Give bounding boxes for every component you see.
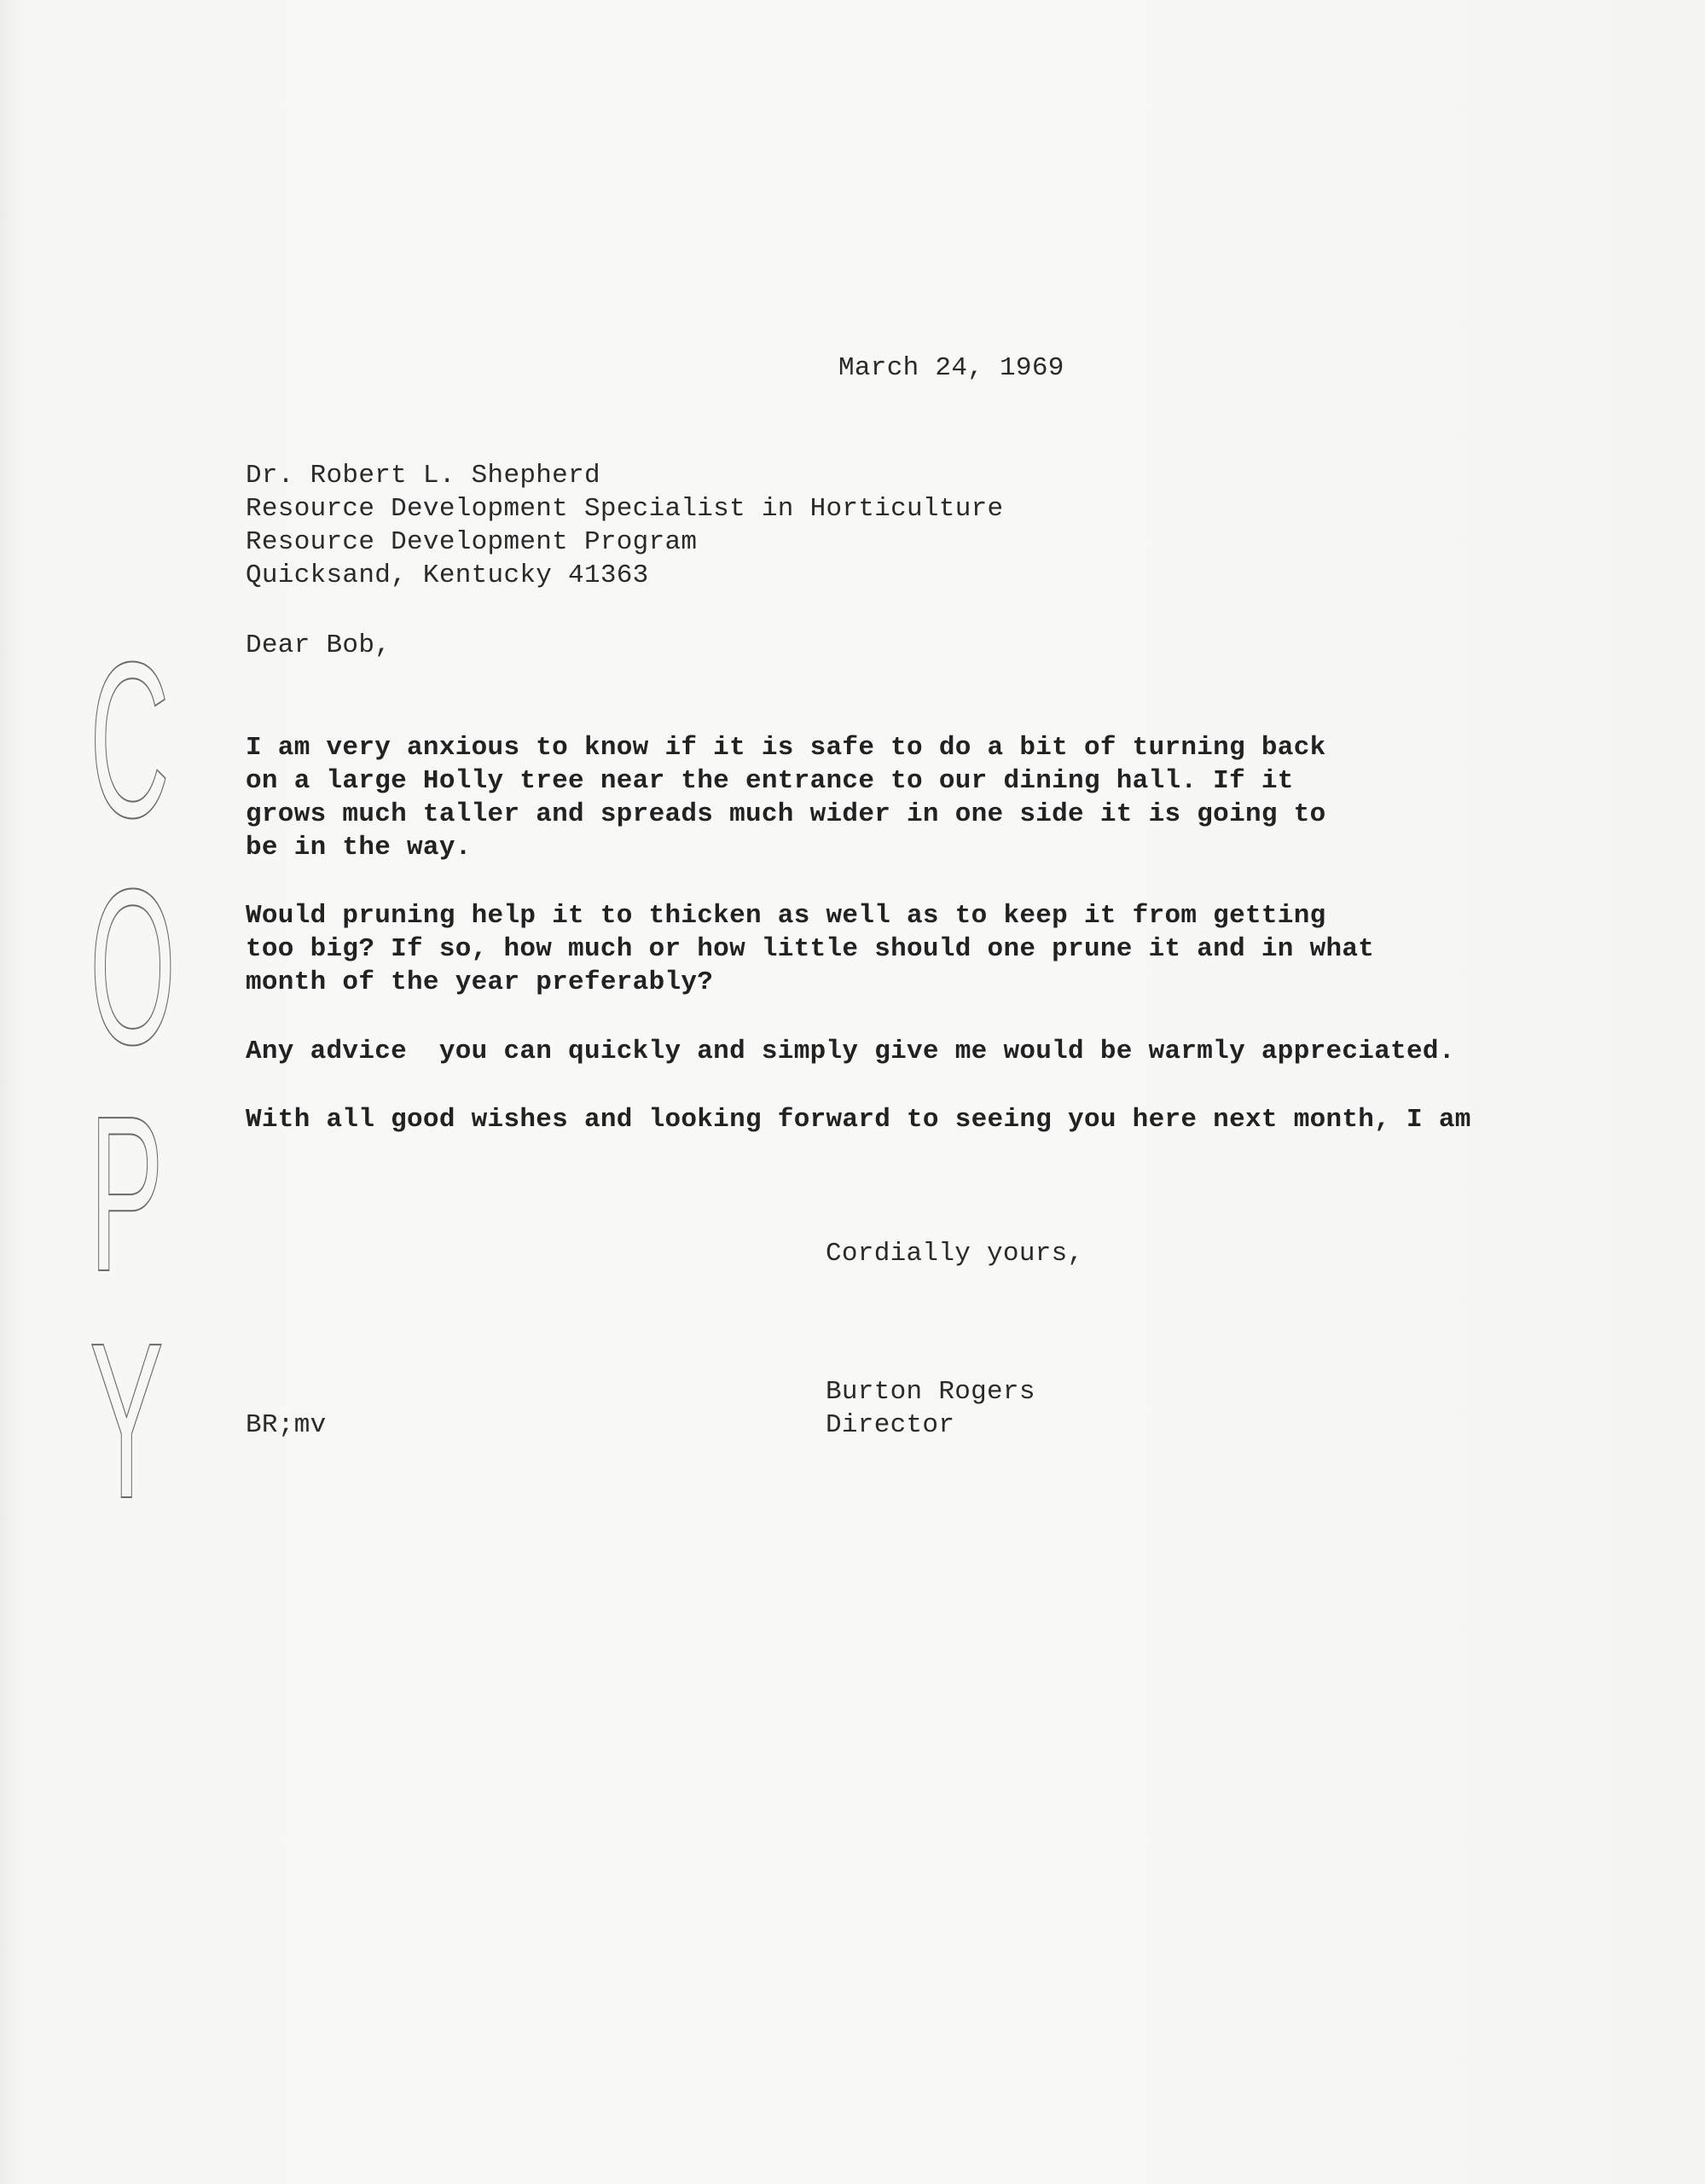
recipient-title: Resource Development Specialist in Horticulture bbox=[246, 494, 1004, 524]
salutation: Dear Bob, bbox=[246, 630, 391, 660]
copy-stamp bbox=[90, 617, 177, 1545]
copy-stamp-letter: O bbox=[90, 844, 177, 1091]
body-line: be in the way. bbox=[246, 833, 472, 863]
body-line: too big? If so, how much or how little should one prune it and in what bbox=[246, 934, 1375, 964]
closing: Cordially yours, bbox=[826, 1239, 1084, 1269]
recipient-name: Dr. Robert L. Shepherd bbox=[246, 461, 600, 491]
letter-date: March 24, 1969 bbox=[838, 353, 1064, 383]
body-line: I am very anxious to know if it is safe to do a bit of turning back bbox=[246, 733, 1326, 763]
signer-name: Burton Rogers bbox=[826, 1377, 1035, 1407]
body-line: Any advice you can quickly and simply give me would be warmly appreciated. bbox=[246, 1037, 1455, 1066]
body-line: month of the year preferably? bbox=[246, 967, 714, 997]
body-line: grows much taller and spreads much wider in one side it is going to bbox=[246, 799, 1326, 829]
reference-initials: BR;mv bbox=[246, 1410, 327, 1440]
copy-stamp-letter: P bbox=[90, 1071, 164, 1318]
recipient-city: Quicksand, Kentucky 41363 bbox=[246, 561, 649, 590]
body-line: Would pruning help it to thicken as well as to keep it from getting bbox=[246, 901, 1326, 931]
copy-stamp-letter: C bbox=[90, 617, 170, 864]
copy-stamp-letter: Y bbox=[90, 1298, 164, 1545]
signer-title: Director bbox=[826, 1410, 955, 1440]
body-line: With all good wishes and looking forward to seeing you here next month, I am bbox=[246, 1105, 1471, 1135]
body-line: on a large Holly tree near the entrance to our dining hall. If it bbox=[246, 766, 1294, 796]
recipient-organization: Resource Development Program bbox=[246, 527, 698, 557]
